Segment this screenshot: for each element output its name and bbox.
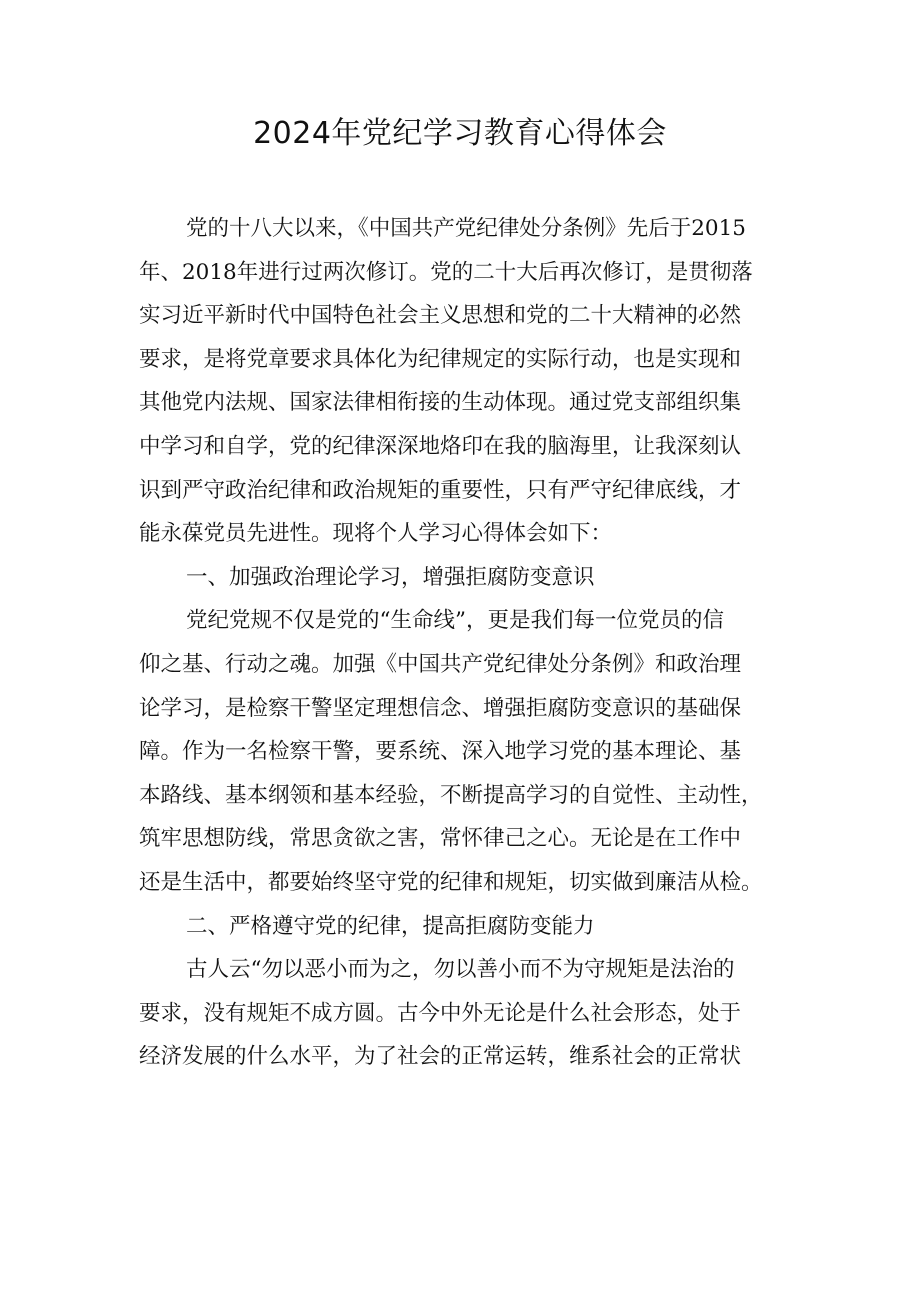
paragraph-line: 年、2018年进行过两次修订。党的二十大后再次修订，是贯彻落: [139, 259, 753, 285]
paragraph-line: 障。作为一名检察干警，要系统、深入地学习党的基本理论、基: [139, 739, 742, 765]
paragraph-line: 党纪党规不仅是党的“生命线”，更是我们每一位党员的信: [186, 608, 724, 634]
paragraph-line: 识到严守政治纪律和政治规矩的重要性，只有严守纪律底线，才: [139, 477, 742, 503]
paragraph-line: 党的十八大以来，《中国共产党纪律处分条例》先后于2015: [186, 216, 746, 241]
paragraph-line: 要求，没有规矩不成方圆。古今中外无论是什么社会形态，处于: [139, 1000, 742, 1026]
paragraph-line: 中学习和自学，党的纪律深深地烙印在我的脑海里，让我深刻认: [139, 433, 742, 459]
section-heading: 一、加强政治理论学习，增强拒腐防变意识: [186, 564, 595, 590]
paragraph-line: 本路线、基本纲领和基本经验，不断提高学习的自觉性、主动性，: [139, 782, 763, 808]
paragraph-line: 要求，是将党章要求具体化为纪律规定的实际行动，也是实现和: [139, 346, 742, 372]
paragraph-line: 古人云“勿以恶小而为之，勿以善小而不为守规矩是法治的: [186, 957, 735, 983]
paragraph-line: 经济发展的什么水平，为了社会的正常运转，维系社会的正常状: [139, 1044, 742, 1070]
paragraph-line: 实习近平新时代中国特色社会主义思想和党的二十大精神的必然: [139, 303, 742, 329]
document-body: [139, 207, 799, 1079]
paragraph-line: 还是生活中，都要始终坚守党的纪律和规矩，切实做到廉洁从检。: [139, 869, 763, 895]
paragraph-line: 论学习，是检察干警坚定理想信念、增强拒腐防变意识的基础保: [139, 695, 742, 721]
paragraph-line: 仰之基、行动之魂。加强《中国共产党纪律处分条例》和政治理: [139, 651, 742, 677]
paragraph-line: 筑牢思想防线，常思贪欲之害，常怀律己之心。无论是在工作中: [139, 826, 742, 852]
paragraph-line: 其他党内法规、国家法律相衔接的生动体现。通过党支部组织集: [139, 390, 742, 416]
section-heading: 二、严格遵守党的纪律，提高拒腐防变能力: [186, 913, 595, 939]
paragraph-line: 能永葆党员先进性。现将个人学习心得体会如下：: [139, 521, 613, 547]
document-title: 2024年党纪学习教育心得体会: [253, 116, 667, 151]
